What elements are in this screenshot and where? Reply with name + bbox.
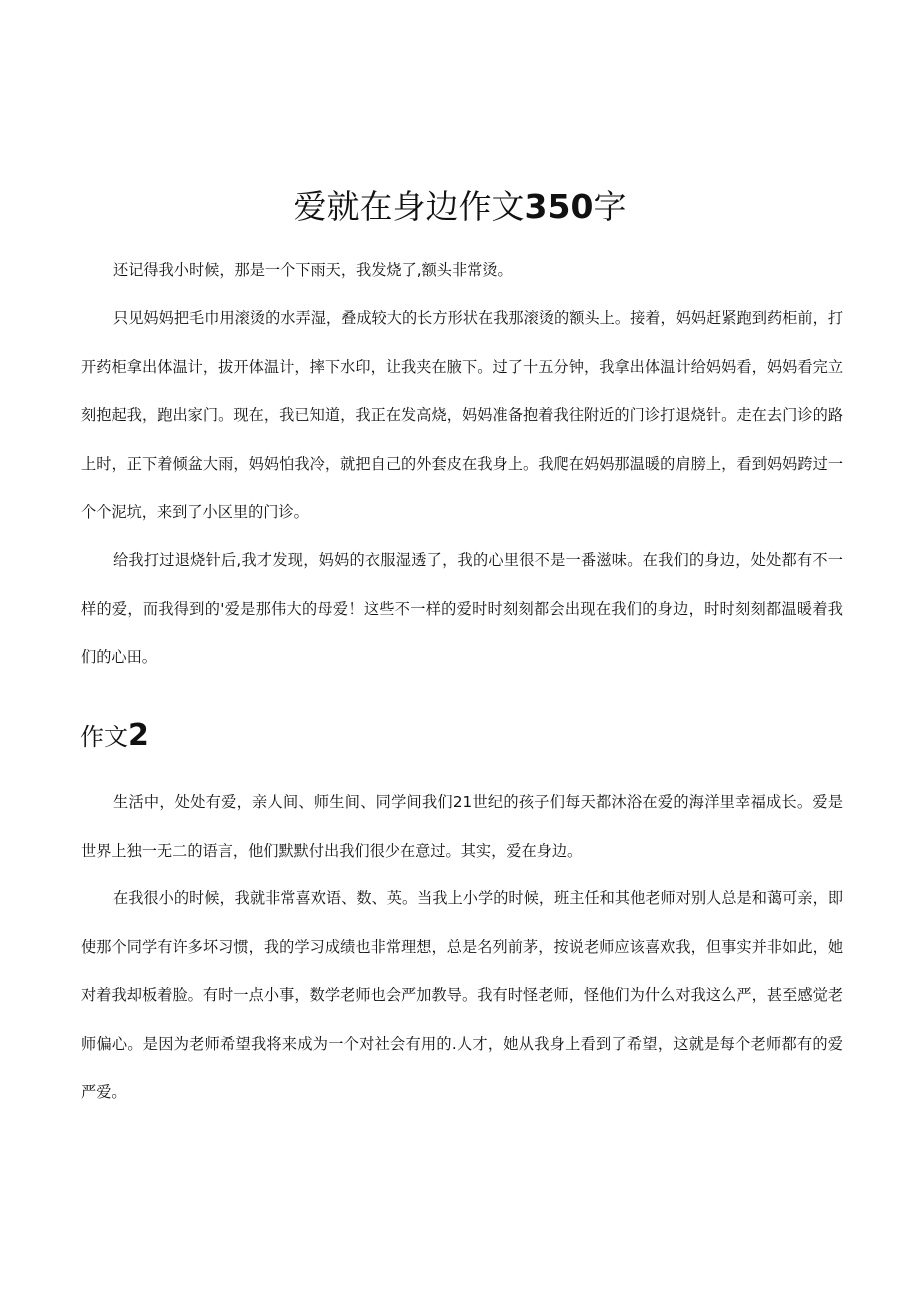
essay2-heading-text: 作文	[80, 723, 128, 751]
page-title	[0, 182, 920, 232]
title-text: 爱就在身边作文	[293, 187, 525, 227]
essay2-paragraph-2: 在我很小的时候，我就非常喜欢语、数、英。当我上小学的时候，班主任和其他老师对别人总是和蔼可亲，即使那个同学有许多坏习惯，我的学习成绩也非常理想，总是名列前茅，按说老师应该喜欢我，但事实并非如此，她对着我却板着脸。有时一点小事，数学老师也会严加教导。我有时怪老师，怪他们为什么对我这么严，甚至感觉老师偏心。是因为老师希望我将来成为一个对社会有用的.人才，她从我身上看到了希望，这就是每个老师都有的爱严爱。	[81, 889, 843, 1101]
essay1-paragraph-1: 还记得我小时候，那是一个下雨天，我发烧了,额头非常烫。	[113, 261, 513, 279]
essay1-paragraph-2: 只见妈妈把毛巾用滚烫的水弄湿，叠成较大的长方形状在我那滚烫的额头上。接着，妈妈赶紧跑到药柜前，打开药柜拿出体温计，拔开体温计，摔下水印，让我夹在腋下。过了十五分钟，我拿出体温计给妈妈看，妈妈看完立刻抱起我，跑出家门。现在，我已知道，我正在发高烧，妈妈准备抱着我往附近的门诊打退烧针。走在去门诊的路上时，正下着倾盆大雨，妈妈怕我冷，就把自己的外套皮在我身上。我爬在妈妈那温暖的肩膀上，看到妈妈跨过一个个泥坑，来到了小区里的门诊。	[81, 309, 843, 521]
title-suffix: 字	[593, 187, 627, 227]
title-number: 350	[524, 187, 594, 227]
essay2-heading-number: 2	[128, 718, 149, 753]
essay2-heading	[80, 712, 149, 761]
essay1-paragraph-3: 给我打过退烧针后,我才发现，妈妈的衣服湿透了，我的心里很不是一番滋味。在我们的身边，处处都有不一样的爱，而我得到的'爱是那伟大的母爱！这些不一样的爱时时刻刻都会出现在我们的身边，时时刻刻都温暖着我们的心田。	[81, 551, 843, 666]
essay2-paragraph-1: 生活中，处处有爱，亲人间、师生间、同学间我们21世纪的孩子们每天都沐浴在爱的海洋里幸福成长。爱是世界上独一无二的语言，他们默默付出我们很少在意过。其实，爱在身边。	[81, 793, 843, 860]
